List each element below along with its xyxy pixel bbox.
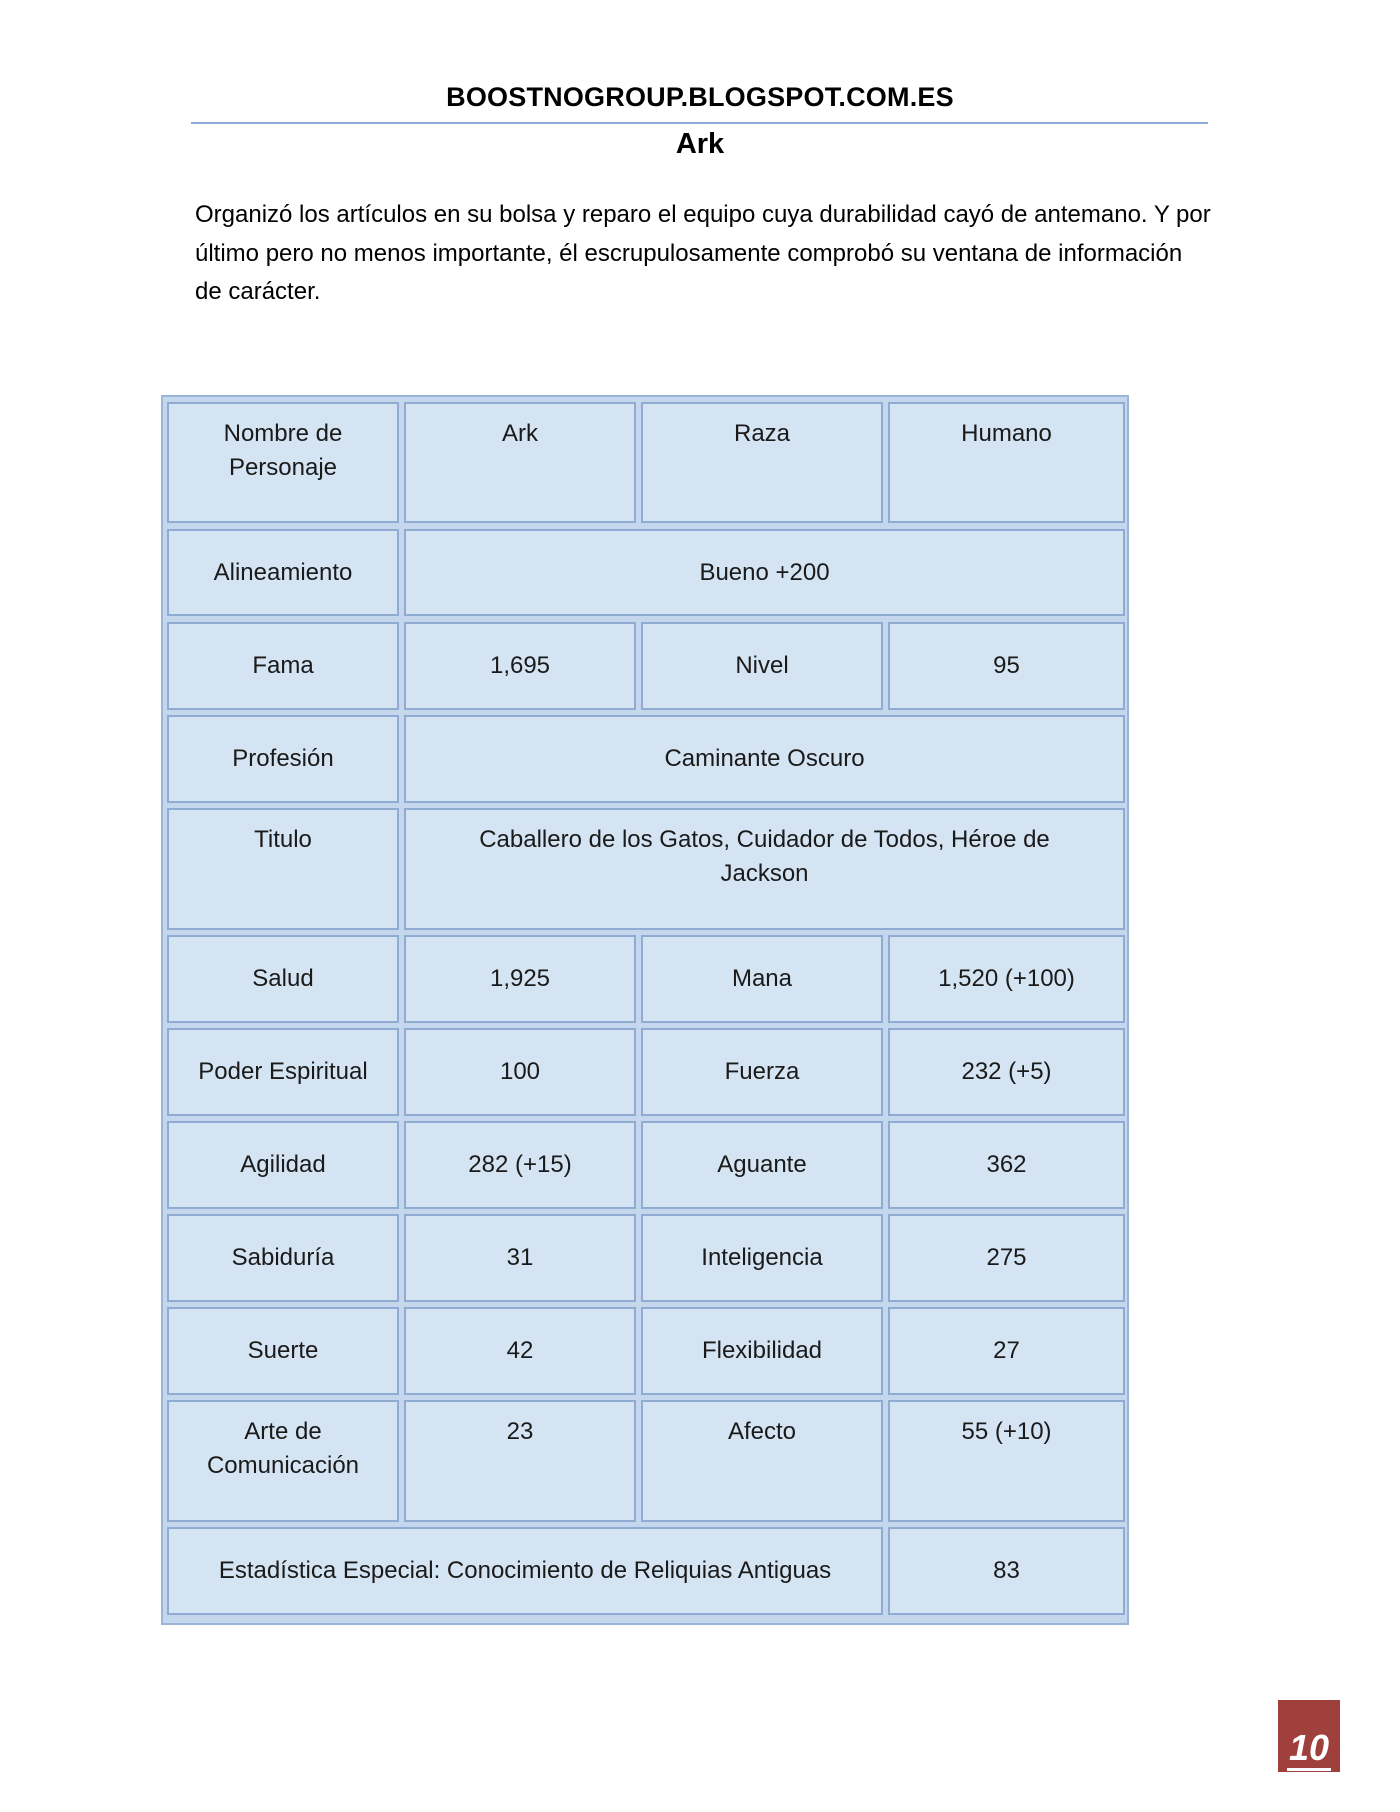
table-cell-value: 362 <box>888 1121 1125 1209</box>
page-number-badge <box>1278 1700 1340 1772</box>
table-cell-label: Nivel <box>641 622 883 710</box>
table-cell-label: Agilidad <box>167 1121 399 1209</box>
site-header: BOOSTNOGROUP.BLOGSPOT.COM.ES <box>446 82 954 112</box>
table-cell-label: Mana <box>641 935 883 1023</box>
table-cell-label: Arte de Comunicación <box>167 1400 399 1522</box>
table-cell-value: 23 <box>404 1400 636 1522</box>
table-cell-label: Alineamiento <box>167 529 399 616</box>
character-stats-table <box>161 395 1129 1625</box>
table-cell-value: 42 <box>404 1307 636 1395</box>
table-cell-label: Titulo <box>167 808 399 930</box>
body-paragraph: Organizó los artículos en su bolsa y reparo el equipo cuya durabilidad cayó de antemano. Y por último pero no menos importante, él escrupulosamente comprobó su ventana de información de carácter. <box>195 201 1211 305</box>
table-cell-label: Estadística Especial: Conocimiento de Reliquias Antiguas <box>167 1527 883 1615</box>
table-cell-label: Salud <box>167 935 399 1023</box>
table-cell-label: Poder Espiritual <box>167 1028 399 1116</box>
table-cell-value: Ark <box>404 402 636 523</box>
table-cell-value: 1,695 <box>404 622 636 710</box>
page-number: 10 <box>1287 1727 1331 1771</box>
table-cell-value: 31 <box>404 1214 636 1302</box>
table-cell-label: Raza <box>641 402 883 523</box>
table-cell-value: Bueno +200 <box>404 529 1125 616</box>
chapter-title: Ark <box>675 128 725 160</box>
table-cell-label: Fuerza <box>641 1028 883 1116</box>
table-cell-value: 27 <box>888 1307 1125 1395</box>
table-cell-value: 95 <box>888 622 1125 710</box>
table-cell-label: Afecto <box>641 1400 883 1522</box>
table-cell-value: 232 (+5) <box>888 1028 1125 1116</box>
table-cell-value: 55 (+10) <box>888 1400 1125 1522</box>
table-cell-label: Suerte <box>167 1307 399 1395</box>
table-cell-label: Sabiduría <box>167 1214 399 1302</box>
table-cell-value: Caballero de los Gatos, Cuidador de Todos, Héroe de Jackson <box>404 808 1125 930</box>
table-cell-label: Fama <box>167 622 399 710</box>
table-cell-value: Caminante Oscuro <box>404 715 1125 803</box>
table-cell-value: 282 (+15) <box>404 1121 636 1209</box>
table-cell-value: Humano <box>888 402 1125 523</box>
table-cell-label: Aguante <box>641 1121 883 1209</box>
table-cell-value: 1,520 (+100) <box>888 935 1125 1023</box>
table-cell-value: 83 <box>888 1527 1125 1615</box>
header-divider <box>191 122 1208 124</box>
table-cell-label: Profesión <box>167 715 399 803</box>
table-cell-label: Nombre de Personaje <box>167 402 399 523</box>
table-cell-label: Inteligencia <box>641 1214 883 1302</box>
table-cell-value: 1,925 <box>404 935 636 1023</box>
table-cell-value: 275 <box>888 1214 1125 1302</box>
table-cell-label: Flexibilidad <box>641 1307 883 1395</box>
table-cell-value: 100 <box>404 1028 636 1116</box>
